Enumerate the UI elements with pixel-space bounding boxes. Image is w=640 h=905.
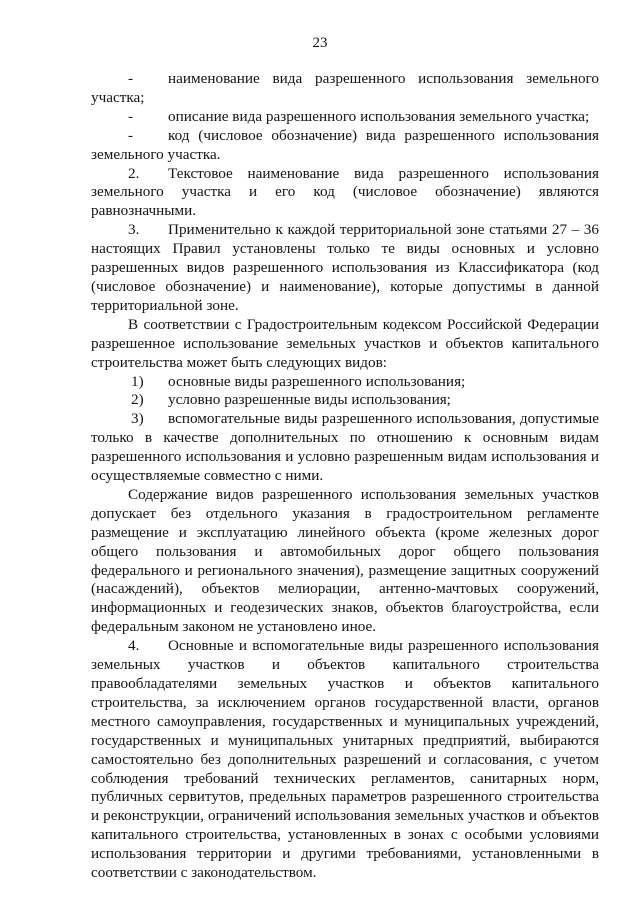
item-text: наименование вида разрешенного использования земельного участка; — [91, 70, 599, 106]
item-text: вспомогательные виды разрешенного использования, допустимые только в качестве дополнительных по отношению к основным видам разрешенного использования и условно разрешенным видам использования и осуществляемые совместно с ними. — [91, 410, 599, 485]
item-marker: - — [128, 126, 134, 144]
point-text: Текстовое наименование вида разрешенного использования земельного участка и его код (числовое обозначение) являются равнозначными. — [91, 164, 599, 220]
item-marker: - — [128, 70, 134, 87]
point-marker: 3. — [128, 221, 140, 239]
type-item-2 — [91, 391, 599, 410]
page-number: 23 — [312, 35, 328, 51]
numbered-point-4 — [91, 637, 599, 883]
document-body — [91, 70, 599, 883]
item-text: описание вида разрешенного использования земельного участка; — [168, 107, 590, 125]
point-text: Основные и вспомогательные виды разрешенного использования земельных участков и объектов капитального строительства правообладателями земельных участков и объектов капитального строительства, за исключением органов государственной власти, органов местного самоуправления, государственных и муниципальных учреждений, государственных и муниципальных унитарных предприятий, выбираются самостоятельно без дополнительных разрешений и согласования, с учетом соблюдения требований технических регламентов, санитарных норм, публичных сервитутов, предельных параметров разрешенного строительства и реконструкции, ограничений использования земельных участков и объектов капитального строительства, установленных в зонах с особыми условиями использования территории и другими требованиями, установленными в соответствии с законодательством. — [91, 637, 599, 882]
point-marker: 4. — [128, 637, 140, 655]
point-text: Применительно к каждой территориальной зоне статьями 27 – 36 настоящих Правил установлены только те виды основных и условно разрешенных видов разрешенного использования из Классификатора (код (числовое обозначение) и наименование), которые допустимы в данной территориальной зоне. — [91, 221, 599, 314]
content-paragraph: Содержание видов разрешенного использования земельных участков допускает без отдельного указания в градостроительном регламенте размещение и эксплуатацию линейного объекта (кроме железных дорог общего пользования и автомобильных дорог общего пользования федерального и регионального значения), размещение защитных сооружений (насаждений), объектов мелиорации, антенно-мачтовых сооружений, информационных и геодезических знаков, объектов благоустройства, если федеральным законом не установлено иное. — [91, 485, 599, 636]
list-item-dash — [91, 108, 599, 127]
list-item-dash — [91, 127, 599, 165]
item-text: код (числовое обозначение) вида разрешенного использования земельного участка. — [91, 126, 599, 163]
item-marker: - — [128, 107, 134, 125]
numbered-point-2 — [91, 165, 599, 222]
list-item-dash — [91, 70, 599, 108]
types-intro-paragraph: В соответствии с Градостроительным кодексом Российской Федерации разрешенное использование земельных участков и объектов капитального строительства может быть следующих видов: — [91, 315, 599, 371]
item-marker: 2) — [131, 391, 144, 409]
item-text: основные виды разрешенного использования; — [168, 372, 466, 390]
type-item-3 — [91, 410, 599, 486]
numbered-point-3 — [91, 221, 599, 316]
type-item-1 — [91, 373, 599, 392]
item-marker: 3) — [131, 410, 144, 428]
point-marker: 2. — [128, 164, 140, 182]
item-text: условно разрешенные виды использования; — [168, 391, 451, 409]
item-marker: 1) — [131, 372, 144, 390]
